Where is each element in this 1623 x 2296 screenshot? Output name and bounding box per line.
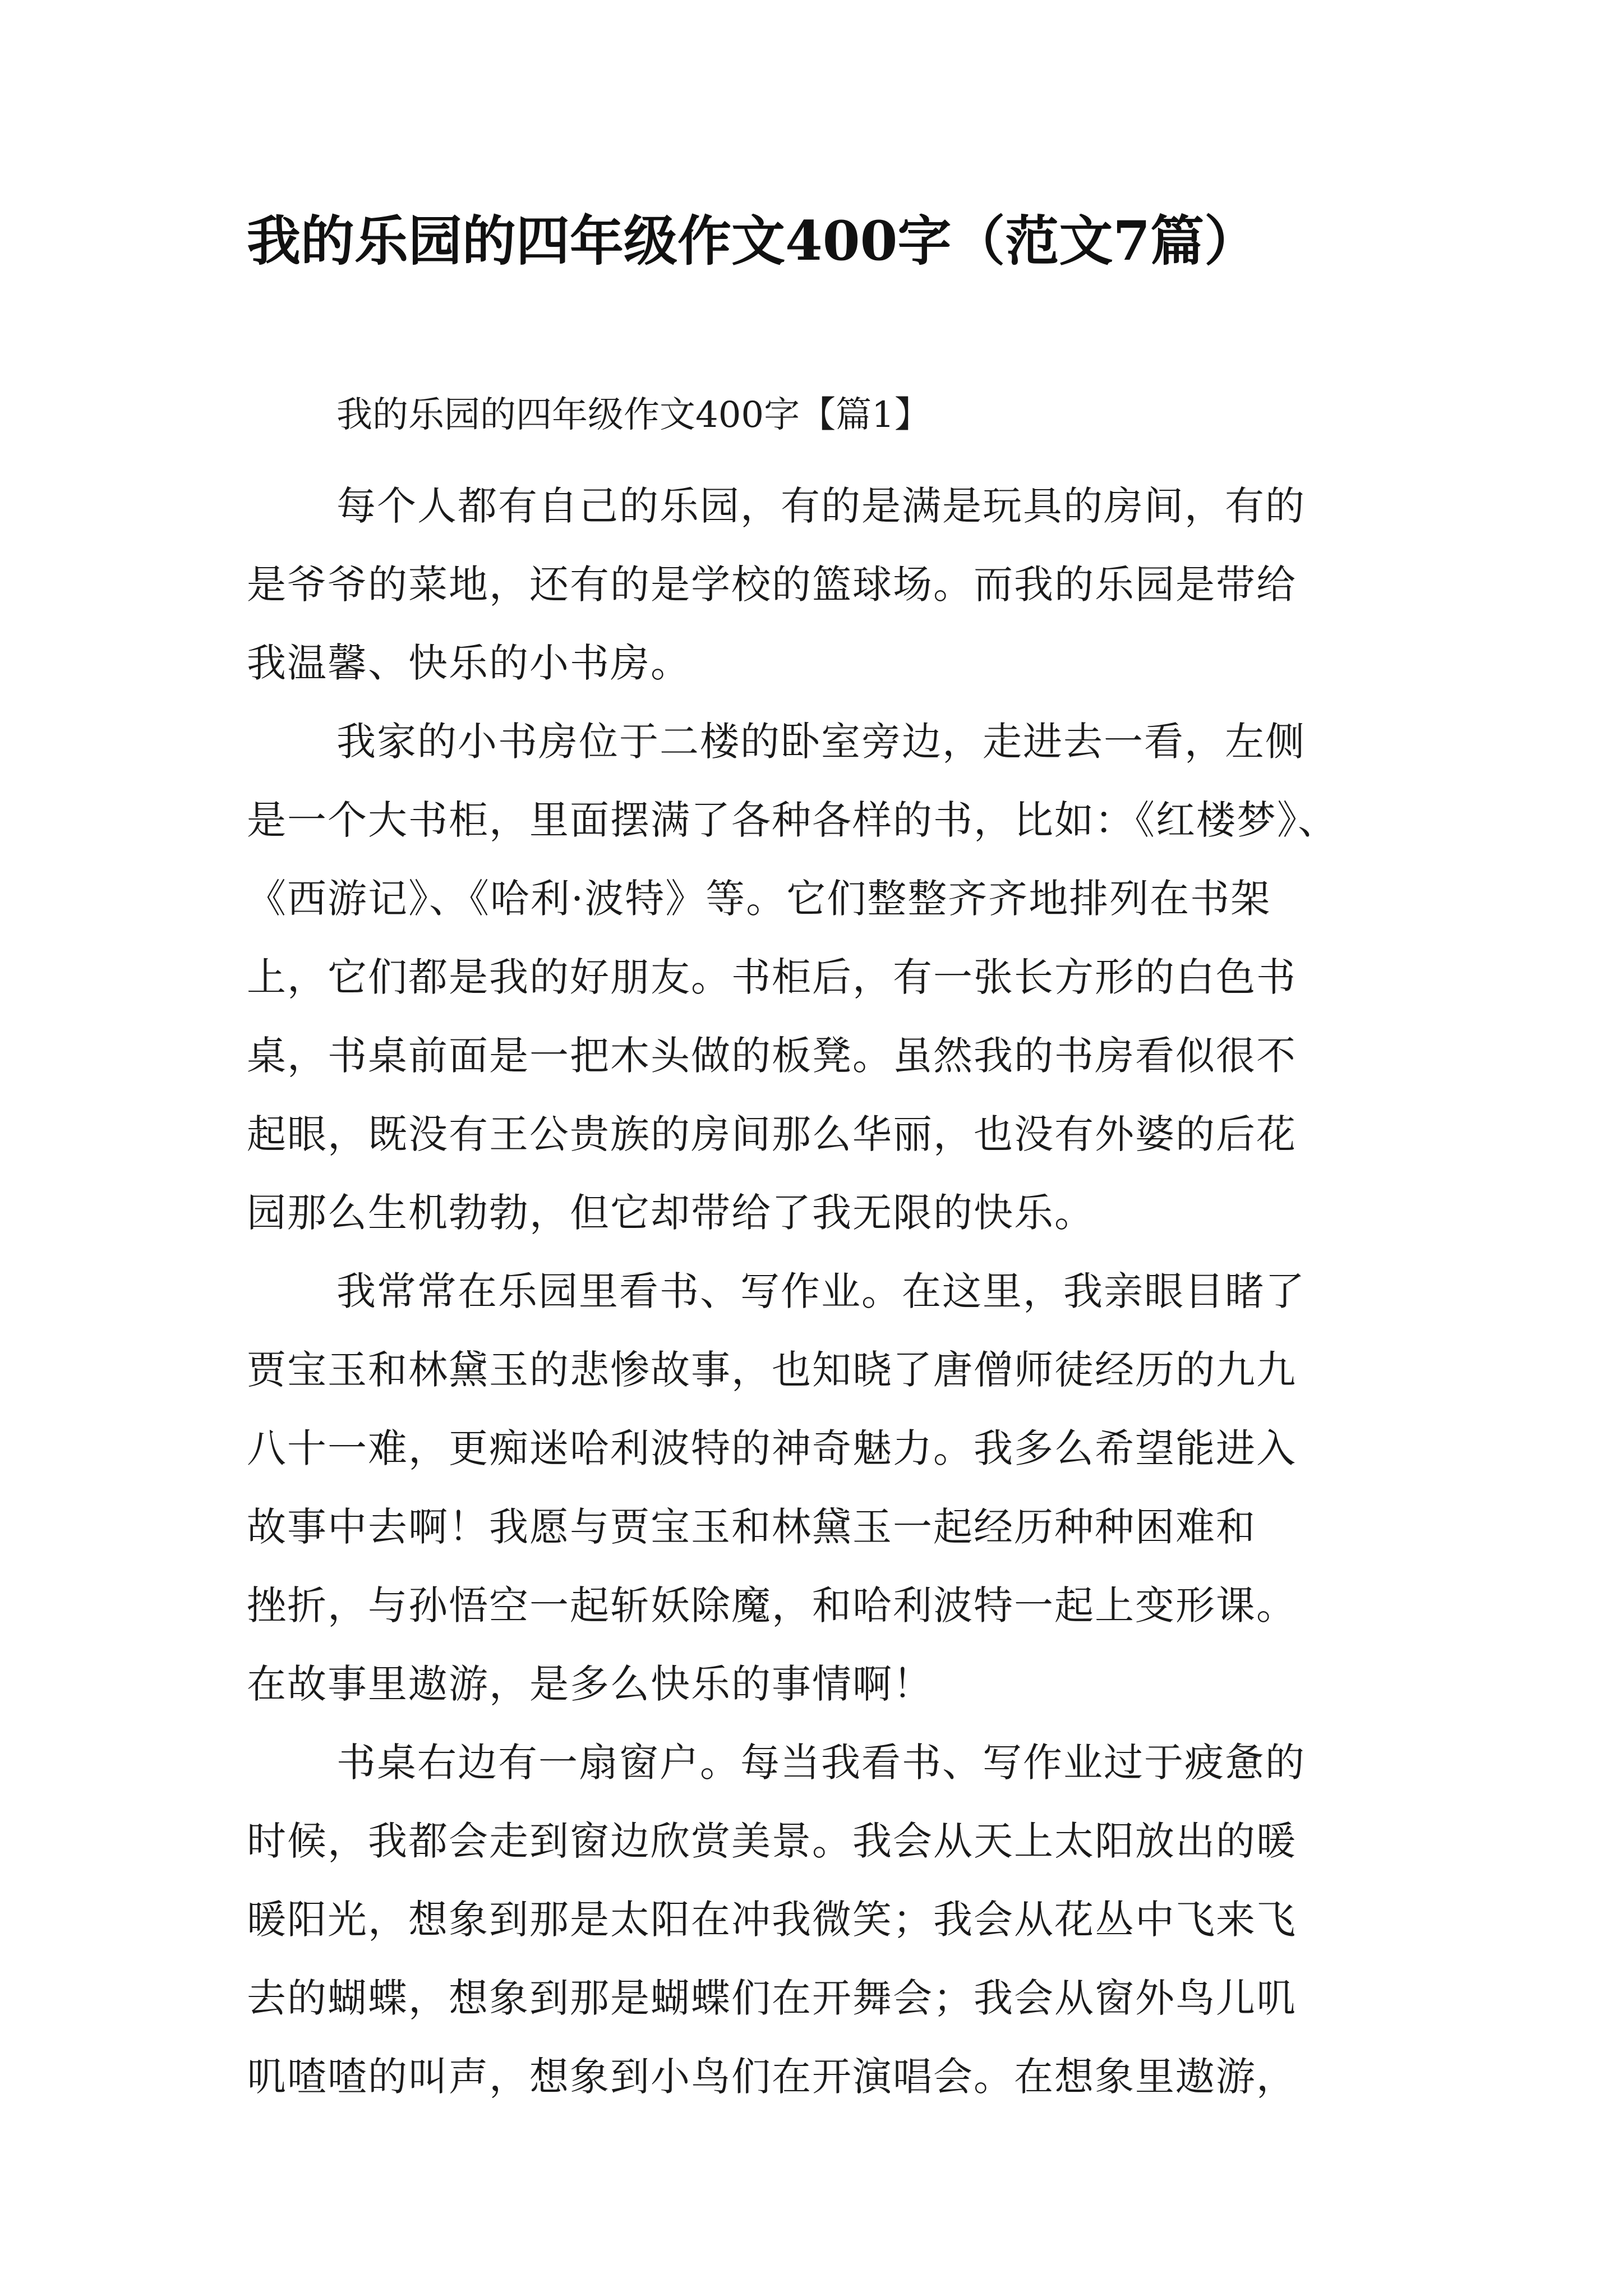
- article-body: [247, 467, 1402, 2116]
- paragraph-3-line-1: 我常常在乐园里看书、写作业。在这里，我亲眼目睹了: [336, 1268, 1306, 1314]
- paragraph-4-line-3: 暖阳光，想象到那是太阳在冲我微笑；我会从花丛中飞来飞: [247, 1897, 1297, 1943]
- section-heading: 我的乐园的四年级作文400字【篇1】: [336, 394, 930, 436]
- paragraph-4-line-4: 去的蝴蝶，想象到那是蝴蝶们在开舞会；我会从窗外鸟儿叽: [247, 1975, 1297, 2021]
- paragraph-1-line-2: 是爷爷的菜地，还有的是学校的篮球场。而我的乐园是带给: [247, 562, 1297, 608]
- paragraph-1-line-1: 每个人都有自己的乐园，有的是满是玩具的房间，有的: [336, 483, 1306, 529]
- paragraph-3-line-2: 贾宝玉和林黛玉的悲惨故事，也知晓了唐僧师徒经历的九九: [247, 1347, 1297, 1393]
- paragraph-2-line-2: 是一个大书柜，里面摆满了各种各样的书，比如：《红楼梦》、: [247, 797, 1338, 843]
- paragraph-2-line-5: 桌，书桌前面是一把木头做的板凳。虽然我的书房看似很不: [247, 1033, 1297, 1079]
- paragraph-4-line-2: 时候，我都会走到窗边欣赏美景。我会从天上太阳放出的暖: [247, 1818, 1297, 1864]
- paragraph-4-line-1: 书桌右边有一扇窗户。每当我看书、写作业过于疲惫的: [336, 1740, 1306, 1786]
- paragraph-2-line-6: 起眼，既没有王公贵族的房间那么华丽，也没有外婆的后花: [247, 1111, 1297, 1157]
- paragraph-3-line-6: 在故事里遨游，是多么快乐的事情啊！: [247, 1661, 933, 1707]
- paragraph-2-line-7: 园那么生机勃勃，但它却带给了我无限的快乐。: [247, 1190, 1095, 1236]
- paragraph-3-line-5: 挫折，与孙悟空一起斩妖除魔，和哈利波特一起上变形课。: [247, 1582, 1297, 1628]
- document-title: 我的乐园的四年级作文400字（范文7篇）: [247, 209, 1258, 273]
- paragraph-2-line-4: 上，它们都是我的好朋友。书柜后，有一张长方形的白色书: [247, 954, 1297, 1000]
- paragraph-2-line-3: 《西游记》、《哈利·波特》等。它们整整齐齐地排列在书架: [247, 876, 1271, 922]
- paragraph-4-line-5: 叽喳喳的叫声，想象到小鸟们在开演唱会。在想象里遨游，: [247, 2054, 1297, 2100]
- paragraph-3-line-3: 八十一难，更痴迷哈利波特的神奇魅力。我多么希望能进入: [247, 1425, 1297, 1471]
- paragraph-1-line-3: 我温馨、快乐的小书房。: [247, 640, 691, 686]
- paragraph-3-line-4: 故事中去啊！我愿与贾宝玉和林黛玉一起经历种种困难和: [247, 1504, 1256, 1550]
- paragraph-2-line-1: 我家的小书房位于二楼的卧室旁边，走进去一看，左侧: [336, 719, 1306, 765]
